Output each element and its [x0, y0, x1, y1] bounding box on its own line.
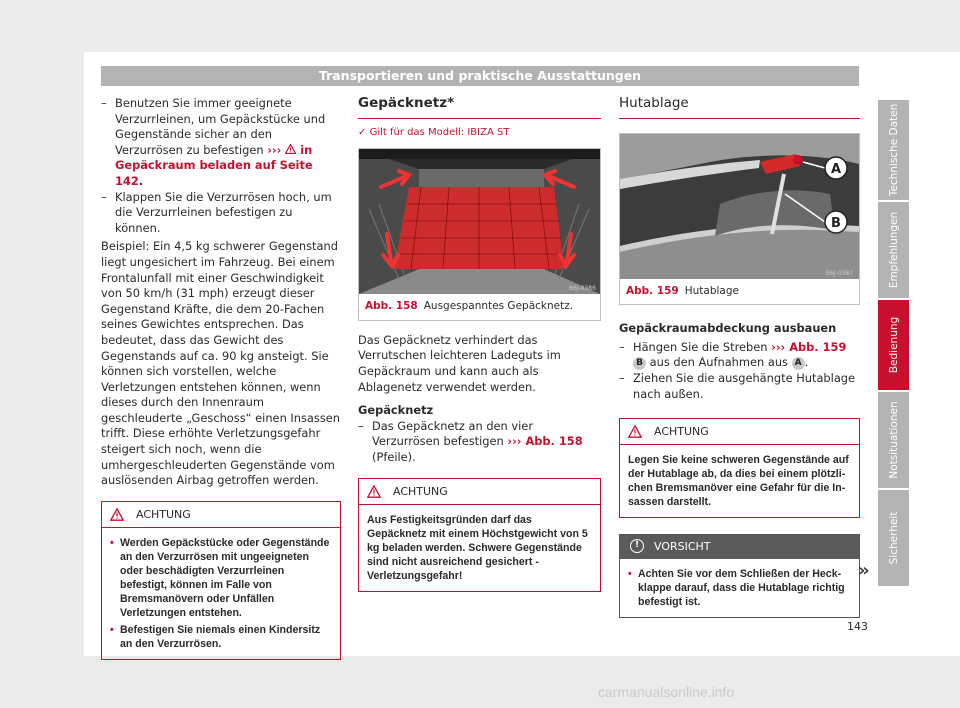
- callout-a: A: [831, 161, 842, 177]
- label-b-badge: B: [633, 357, 646, 370]
- label-a-badge: A: [792, 357, 805, 370]
- column-middle: [358, 96, 601, 592]
- warning-box: [619, 418, 860, 518]
- parcel-shelf-illustration: [620, 134, 859, 279]
- continue-arrow-icon[interactable]: »: [858, 560, 870, 581]
- figure-caption: Abb. 159 Hutablage: [626, 284, 739, 297]
- warning-box: [101, 501, 341, 660]
- tab-empfehlungen[interactable]: Empfehlungen: [878, 202, 909, 298]
- warning-box: [358, 478, 601, 592]
- section-title: Hutablage: [619, 96, 860, 119]
- subheading: Gepäckraumabdeckung ausbauen: [619, 321, 837, 336]
- figure-code: B6J-0387: [826, 269, 853, 277]
- figure-code: B6J-0386: [569, 285, 596, 293]
- page-header: Transportieren und praktische Ausstattungen: [101, 66, 859, 86]
- callout-b: B: [831, 215, 841, 231]
- caution-bullet: • Achten Sie vor dem Schließen der Heckklappe darauf, dass die Hutablage richtig befestigt ist.: [628, 567, 851, 609]
- tab-technische-daten[interactable]: Technische Daten: [878, 100, 909, 200]
- warning-text: Aus Festigkeitsgründen darf das Gepäcknetz mit einem Höchstgewicht von 5 kg beladen werden. Schwere Gegenstände sind nicht ausreichend gesichert - Verletzungsgefahr!: [367, 513, 588, 582]
- cross-reference[interactable]: ››› Abb. 159: [771, 339, 847, 354]
- column-right: [619, 96, 860, 618]
- net-description: Das Gepäcknetz verhindert das Verrutschen leichteren Ladeguts im Gepäckraum und kann auch als Ablagenetz verwendet werden.: [358, 332, 561, 394]
- tab-sicherheit[interactable]: Sicherheit: [878, 490, 909, 586]
- warning-bullet: • Werden Gepäckstücke oder Gegenstände an den Verzurrösen mit ungeeigneten oder beschädigten Verzurrleinen befestigt, können im Falle von Bremsmanövern oder Unfällen Verletzungen entstehen.: [110, 536, 332, 620]
- validity-note: ✓ Gilt für das Modell: IBIZA ST: [358, 126, 510, 138]
- check-icon: ✓: [358, 126, 367, 138]
- warning-triangle-icon: [367, 485, 381, 498]
- section-title: Gepäcknetz*: [358, 96, 601, 119]
- warning-bullet: • Befestigen Sie niemals einen Kindersitz an den Verzurrösen.: [110, 623, 332, 651]
- tab-notsituationen[interactable]: Notsituationen: [878, 392, 909, 488]
- figure-158: [358, 148, 601, 321]
- example-paragraph: Beispiel: Ein 4,5 kg schwerer Gegenstand liegt ungesichert im Fahrzeug. Bei einem Frontalunfall mit einer Geschwindigkeit von 50 km/h (31 mph) erzeugt dieser Gegenstand Kräfte, die dem 20-Fachen seines Gewichtes entsprechen. Das bedeutet, dass das Gewicht des Gegenstands auf ca. 90 kg ansteigt. Sie können sich vorstellen, welche Verletzungen entstehen können, wenn dieses durch den Innenraum geschleuderte „Geschoss“ einen Insassen trifft. Diese erhöhte Verletzungsgefahr steigert sich noch, wenn die umhergeschleuderten Gegenstände vom auslösenden Airbag getroffen werden.: [101, 239, 340, 488]
- warning-title: ACHTUNG: [393, 484, 448, 498]
- figure-159: [619, 133, 860, 306]
- cross-reference[interactable]: ››› Abb. 158: [507, 434, 583, 449]
- page-number: 143: [847, 620, 868, 633]
- list-item: – Benutzen Sie immer geeignete Verzurrleinen, um Gepäckstücke und Gegenstände sicher an den Verzurrösen zu befestigen ››› in Gepäckraum beladen auf Seite 142.: [101, 96, 341, 190]
- warning-title: ACHTUNG: [654, 425, 709, 439]
- warning-triangle-icon: [110, 508, 124, 521]
- figure-caption: Abb. 158 Ausgespanntes Gepäcknetz.: [365, 300, 574, 313]
- list-item: – Hängen Sie die Streben ››› Abb. 159 B aus den Aufnahmen aus A .: [619, 340, 860, 371]
- caution-box: [619, 534, 860, 618]
- subheading: Gepäcknetz: [358, 403, 434, 418]
- chapter-tabs: [878, 100, 909, 588]
- watermark: carmanualsonline.info: [598, 684, 735, 700]
- tab-bedienung[interactable]: Bedienung: [878, 300, 909, 390]
- cross-reference[interactable]: ››› in Gepäckraum beladen auf Seite 142: [115, 142, 313, 188]
- list-item: – Das Gepäcknetz an den vier Verzurrösen befestigen ››› Abb. 158 (Pfeile).: [358, 419, 601, 466]
- column-left: [101, 96, 341, 660]
- luggage-net-illustration: [359, 149, 600, 294]
- caution-title: VORSICHT: [654, 540, 711, 554]
- list-item: – Ziehen Sie die ausgehängte Hutablage nach außen.: [619, 371, 860, 402]
- warning-triangle-icon: [628, 425, 642, 438]
- info-icon: !: [630, 539, 644, 553]
- warning-title: ACHTUNG: [136, 507, 191, 521]
- warning-triangle-icon: [285, 144, 296, 154]
- list-item: – Klappen Sie die Verzurrösen hoch, um die Verzurrleinen befestigen zu können.: [101, 190, 341, 237]
- warning-text: Legen Sie keine schweren Gegenstände auf der Hutablage ab, da dies bei einem plötzlichen Bremsmanöver eine Gefahr für die Insassen darstellt.: [628, 454, 849, 509]
